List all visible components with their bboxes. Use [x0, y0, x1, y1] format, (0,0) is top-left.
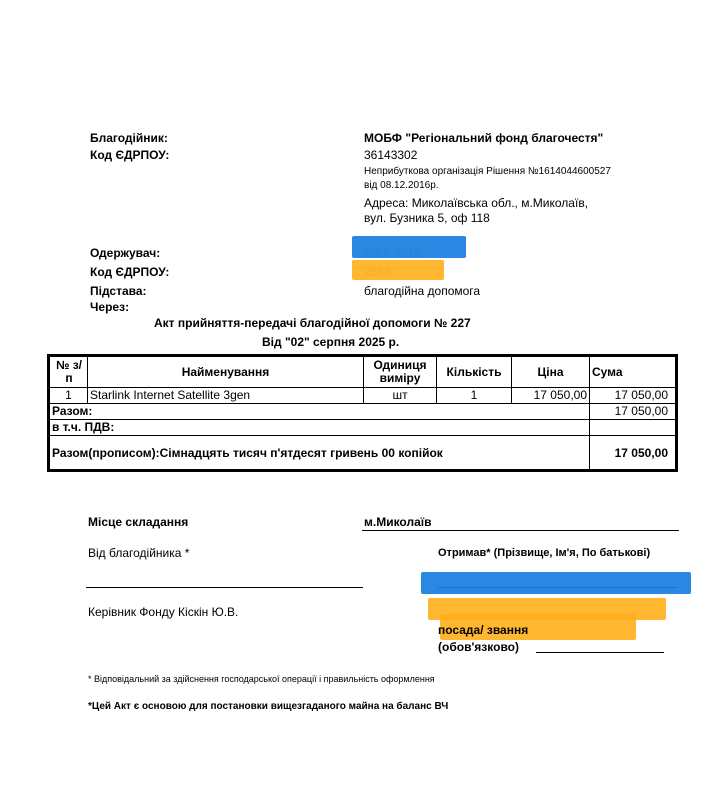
footnote: * Відповідальний за здійснення господарської операції і правильність оформлення: [88, 674, 435, 684]
row-name: Starlink Internet Satellite 3gen: [90, 388, 251, 402]
act-date: Від "02" серпня 2025 р.: [262, 335, 400, 349]
items-table: [47, 354, 678, 472]
row-sum: 17 050,00: [614, 388, 668, 402]
place-value: м.Миколаїв: [364, 515, 432, 529]
recipient-label: Одержувач:: [90, 246, 161, 260]
total-value: 17 050,00: [614, 404, 668, 418]
header-unit: Одиниця виміру: [373, 358, 427, 385]
received-label: Отримав* (Прізвище, Ім'я, По батькові): [438, 547, 651, 559]
donor-label: Благодійник:: [90, 131, 168, 145]
row-price: 17 050,00: [533, 388, 587, 402]
row-qty: 1: [470, 388, 478, 402]
nonprofit-line-1: Неприбуткова організація Рішення №1614044600527: [364, 166, 611, 177]
donor-edrpou-label: Код ЄДРПОУ:: [90, 148, 170, 162]
place-underline: [362, 530, 679, 531]
row-num: 1: [65, 388, 72, 402]
header-qty: Кількість: [446, 365, 502, 379]
words-value: 17 050,00: [614, 446, 668, 460]
basis-note: *Цей Акт є основою для постановки вищезгаданого майна на баланс ВЧ: [88, 701, 449, 712]
vat-label: в т.ч. ПДВ:: [52, 420, 115, 434]
donor-edrpou: 36143302: [364, 148, 418, 162]
donor-name: МОБФ "Регіональний фонд благочестя": [364, 131, 604, 145]
from-donor-label: Від благодійника *: [88, 546, 190, 560]
header-sum: Сума: [592, 365, 623, 379]
header-name: Найменування: [181, 365, 270, 379]
basis-value: благодійна допомога: [364, 284, 481, 298]
redaction-blue-recipient-name: [421, 572, 691, 594]
donor-address-line-1: Адреса: Миколаївська обл., м.Миколаїв,: [364, 196, 589, 210]
position-line-1: посада/ звання: [438, 623, 529, 637]
redaction-orange-edrpou: [352, 260, 444, 280]
total-label: Разом:: [52, 404, 93, 418]
donor-address-line-2: вул. Бузника 5, оф 118: [364, 211, 490, 225]
act-title: Акт прийняття-передачі благодійної допомоги № 227: [154, 316, 471, 330]
donor-signature-line: [86, 587, 363, 588]
via-label: Через:: [90, 300, 130, 314]
place-label: Місце складання: [88, 515, 189, 529]
redaction-blue-recipient: [352, 236, 466, 258]
words-label: Разом(прописом):Сімнадцять тисяч п'ятдесят гривень 00 копійок: [52, 446, 443, 460]
director-label: Керівник Фонду Кіскін Ю.В.: [88, 605, 239, 619]
header-num: № з/п: [55, 358, 82, 385]
header-price: Ціна: [537, 365, 564, 379]
row-unit: шт: [392, 388, 408, 402]
nonprofit-line-2: від 08.12.2016р.: [364, 180, 439, 191]
position-line-2: (обов'язково): [438, 640, 519, 654]
recipient-edrpou-label: Код ЄДРПОУ:: [90, 265, 170, 279]
position-underline: [536, 652, 664, 653]
basis-label: Підстава:: [90, 284, 147, 298]
